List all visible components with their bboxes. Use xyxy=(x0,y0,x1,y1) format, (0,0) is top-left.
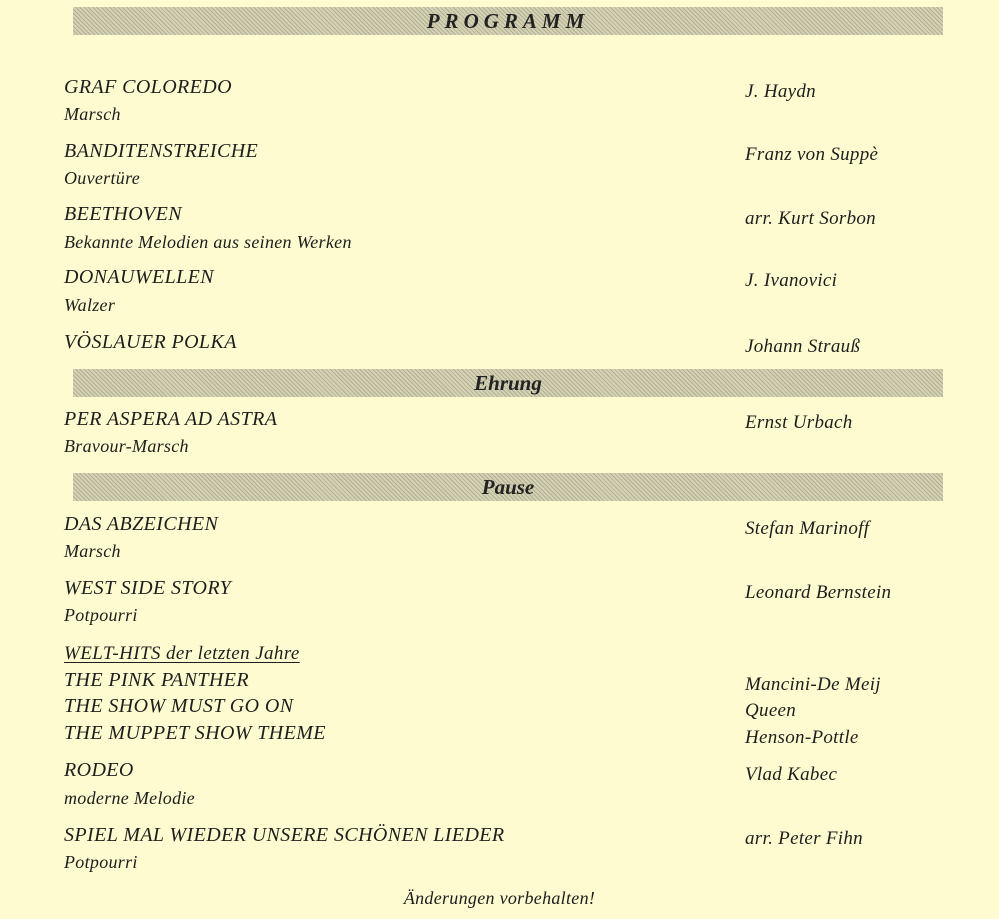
item-composer: Mancini-De Meij xyxy=(745,674,881,695)
item-composer: Johann Strauß xyxy=(745,336,861,357)
item-title: PER ASPERA AD ASTRA xyxy=(64,408,278,430)
item-title: THE MUPPET SHOW THEME xyxy=(64,722,326,744)
item-title: SPIEL MAL WIEDER UNSERE SCHÖNEN LIEDER xyxy=(64,824,505,846)
item-composer: Henson-Pottle xyxy=(745,727,859,748)
item-title: RODEO xyxy=(64,759,134,781)
pause-section-band xyxy=(73,473,943,501)
item-composer: J. Haydn xyxy=(745,81,816,102)
item-subtitle: Marsch xyxy=(64,541,121,561)
ehrung-section-band xyxy=(73,369,943,397)
item-title: WEST SIDE STORY xyxy=(64,577,232,599)
item-composer: Queen xyxy=(745,700,797,721)
item-title: BANDITENSTREICHE xyxy=(64,140,259,162)
item-composer: Vlad Kabec xyxy=(745,764,838,785)
item-composer: arr. Kurt Sorbon xyxy=(745,208,876,229)
item-title: DONAUWELLEN xyxy=(64,266,214,288)
item-title: THE SHOW MUST GO ON xyxy=(64,695,294,717)
ehrung-section-title: Ehrung xyxy=(474,371,542,395)
item-composer: Leonard Bernstein xyxy=(745,582,892,603)
item-subtitle: Bravour-Marsch xyxy=(64,436,189,456)
welt-hits-heading: WELT-HITS der letzten Jahre xyxy=(64,643,300,664)
pause-section-title: Pause xyxy=(481,475,535,499)
item-subtitle: Walzer xyxy=(64,295,116,315)
item-title: DAS ABZEICHEN xyxy=(64,513,219,535)
item-title: BEETHOVEN xyxy=(64,203,183,225)
item-title: THE PINK PANTHER xyxy=(64,669,249,691)
item-subtitle: Bekannte Melodien aus seinen Werken xyxy=(64,232,352,252)
item-composer: arr. Peter Fihn xyxy=(745,828,863,849)
item-title: GRAF COLOREDO xyxy=(64,76,232,98)
footer-note: Änderungen vorbehalten! xyxy=(403,888,596,908)
item-composer: Ernst Urbach xyxy=(745,412,853,433)
item-subtitle: moderne Melodie xyxy=(64,788,195,808)
item-title: VÖSLAUER POLKA xyxy=(64,331,237,353)
item-subtitle: Potpourri xyxy=(64,852,138,872)
item-composer: Stefan Marinoff xyxy=(745,518,870,539)
item-subtitle: Ouvertüre xyxy=(64,168,141,188)
item-subtitle: Marsch xyxy=(64,104,121,124)
item-subtitle: Potpourri xyxy=(64,605,138,625)
programm-title: PROGRAMM xyxy=(426,9,590,33)
item-composer: J. Ivanovici xyxy=(745,270,838,291)
programm-header-band xyxy=(73,7,943,35)
item-composer: Franz von Suppè xyxy=(745,144,879,165)
